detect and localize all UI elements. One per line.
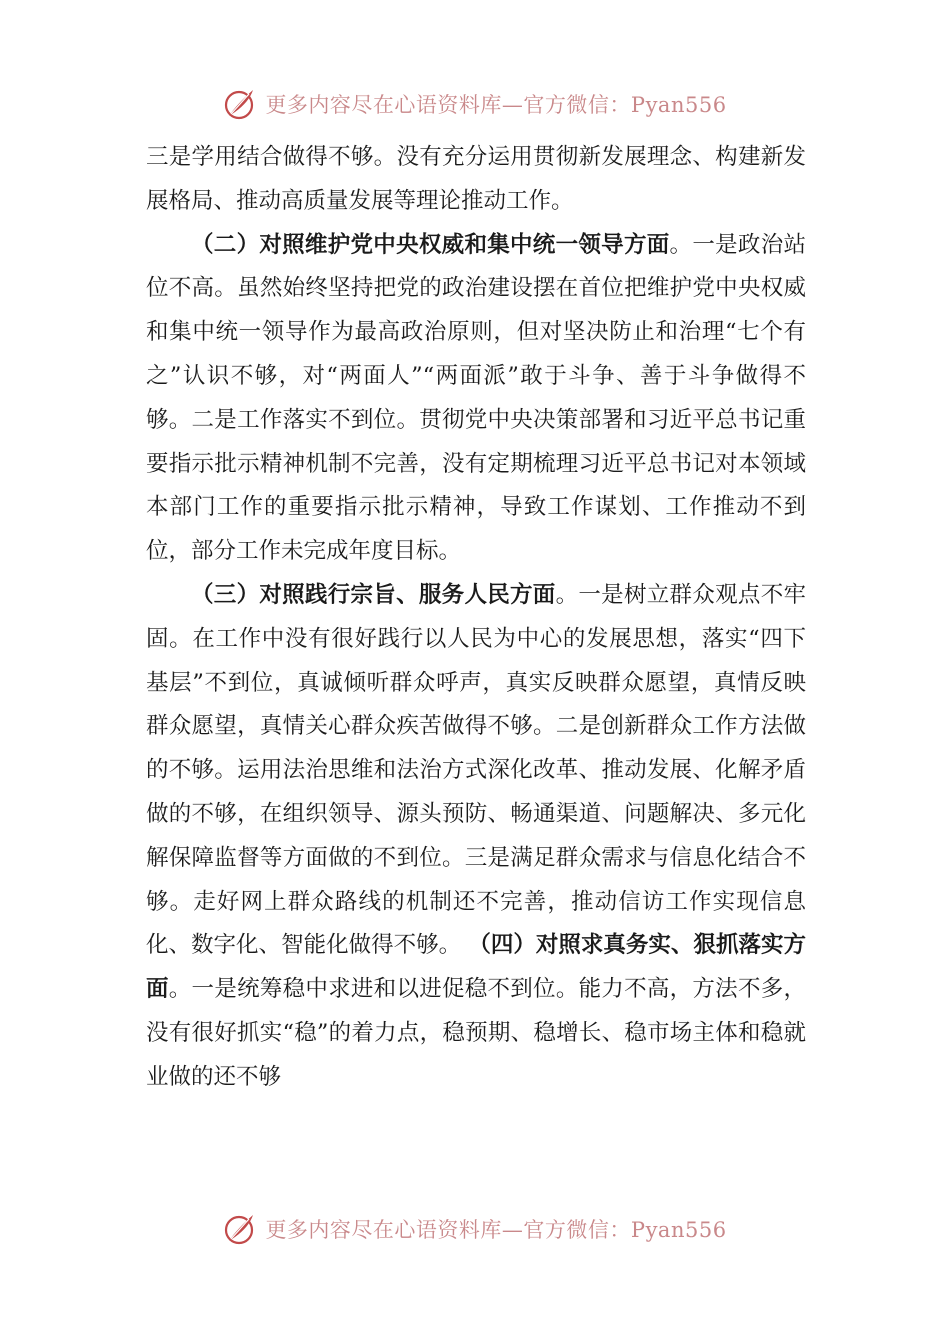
paragraph-3 [146,574,806,1100]
paragraph-1: 三是学用结合做得不够。没有充分运用贯彻新发展理念、构建新发展格局、推动高质量发展等理论推动工作。 [146,144,806,214]
footer-banner [0,1207,950,1251]
quill-logo-icon [223,1211,259,1247]
paragraph-4-text: 。一是统筹稳中求进和以进促稳不到位。能力不高，方法不多，没有很好抓实“稳”的着力点，稳预期、稳增长、稳市场主体和稳就业做的还不够 [146,976,806,1090]
section-heading-4: （四）对照求真务实、狠抓落实方面 [146,932,806,1003]
header-banner [0,82,950,126]
paragraph-2-text: 。一是政治站位不高。虽然始终坚持把党的政治建设摆在首位把维护党中央权威和集中统一领导作为最高政治原则，但对坚决防止和治理“七个有之”认识不够，对“两面人”“两面派”敢于斗争、善于斗争做得不够。二是工作落实不到位。贯彻党中央决策部署和习近平总书记重要指示批示精神机制不完善，没有定期梳理习近平总书记对本领域本部门工作的重要指示批示精神，导致工作谋划、工作推动不到位，部分工作未完成年度目标。 [146,231,806,565]
section-heading-2: （二）对照维护党中央权威和集中统一领导方面 [191,231,670,258]
footer-banner-text: 更多内容尽在心语资料库—官方微信：Pyan556 [265,1218,727,1242]
quill-logo-icon [223,86,259,122]
paragraph-2 [146,224,806,574]
document-body [146,136,806,1100]
header-banner-text: 更多内容尽在心语资料库—官方微信：Pyan556 [265,93,727,117]
paragraph-3-text: 。一是树立群众观点不牢固。在工作中没有很好践行以人民为中心的发展思想，落实“四下基层”不到位，真诚倾听群众呼声，真实反映群众愿望，真情反映群众愿望，真情关心群众疾苦做得不够。二是创新群众工作方法做的不够。运用法治思维和法治方式深化改革、推动发展、化解矛盾做的不够，在组织领导、源头预防、畅通渠道、问题解决、多元化解保障监督等方面做的不到位。三是满足群众需求与信息化结合不够。走好网上群众路线的机制还不完善，推动信访工作实现信息化、数字化、智能化做得不够。 [146,581,806,959]
section-heading-3: （三）对照践行宗旨、服务人民方面 [191,581,556,608]
